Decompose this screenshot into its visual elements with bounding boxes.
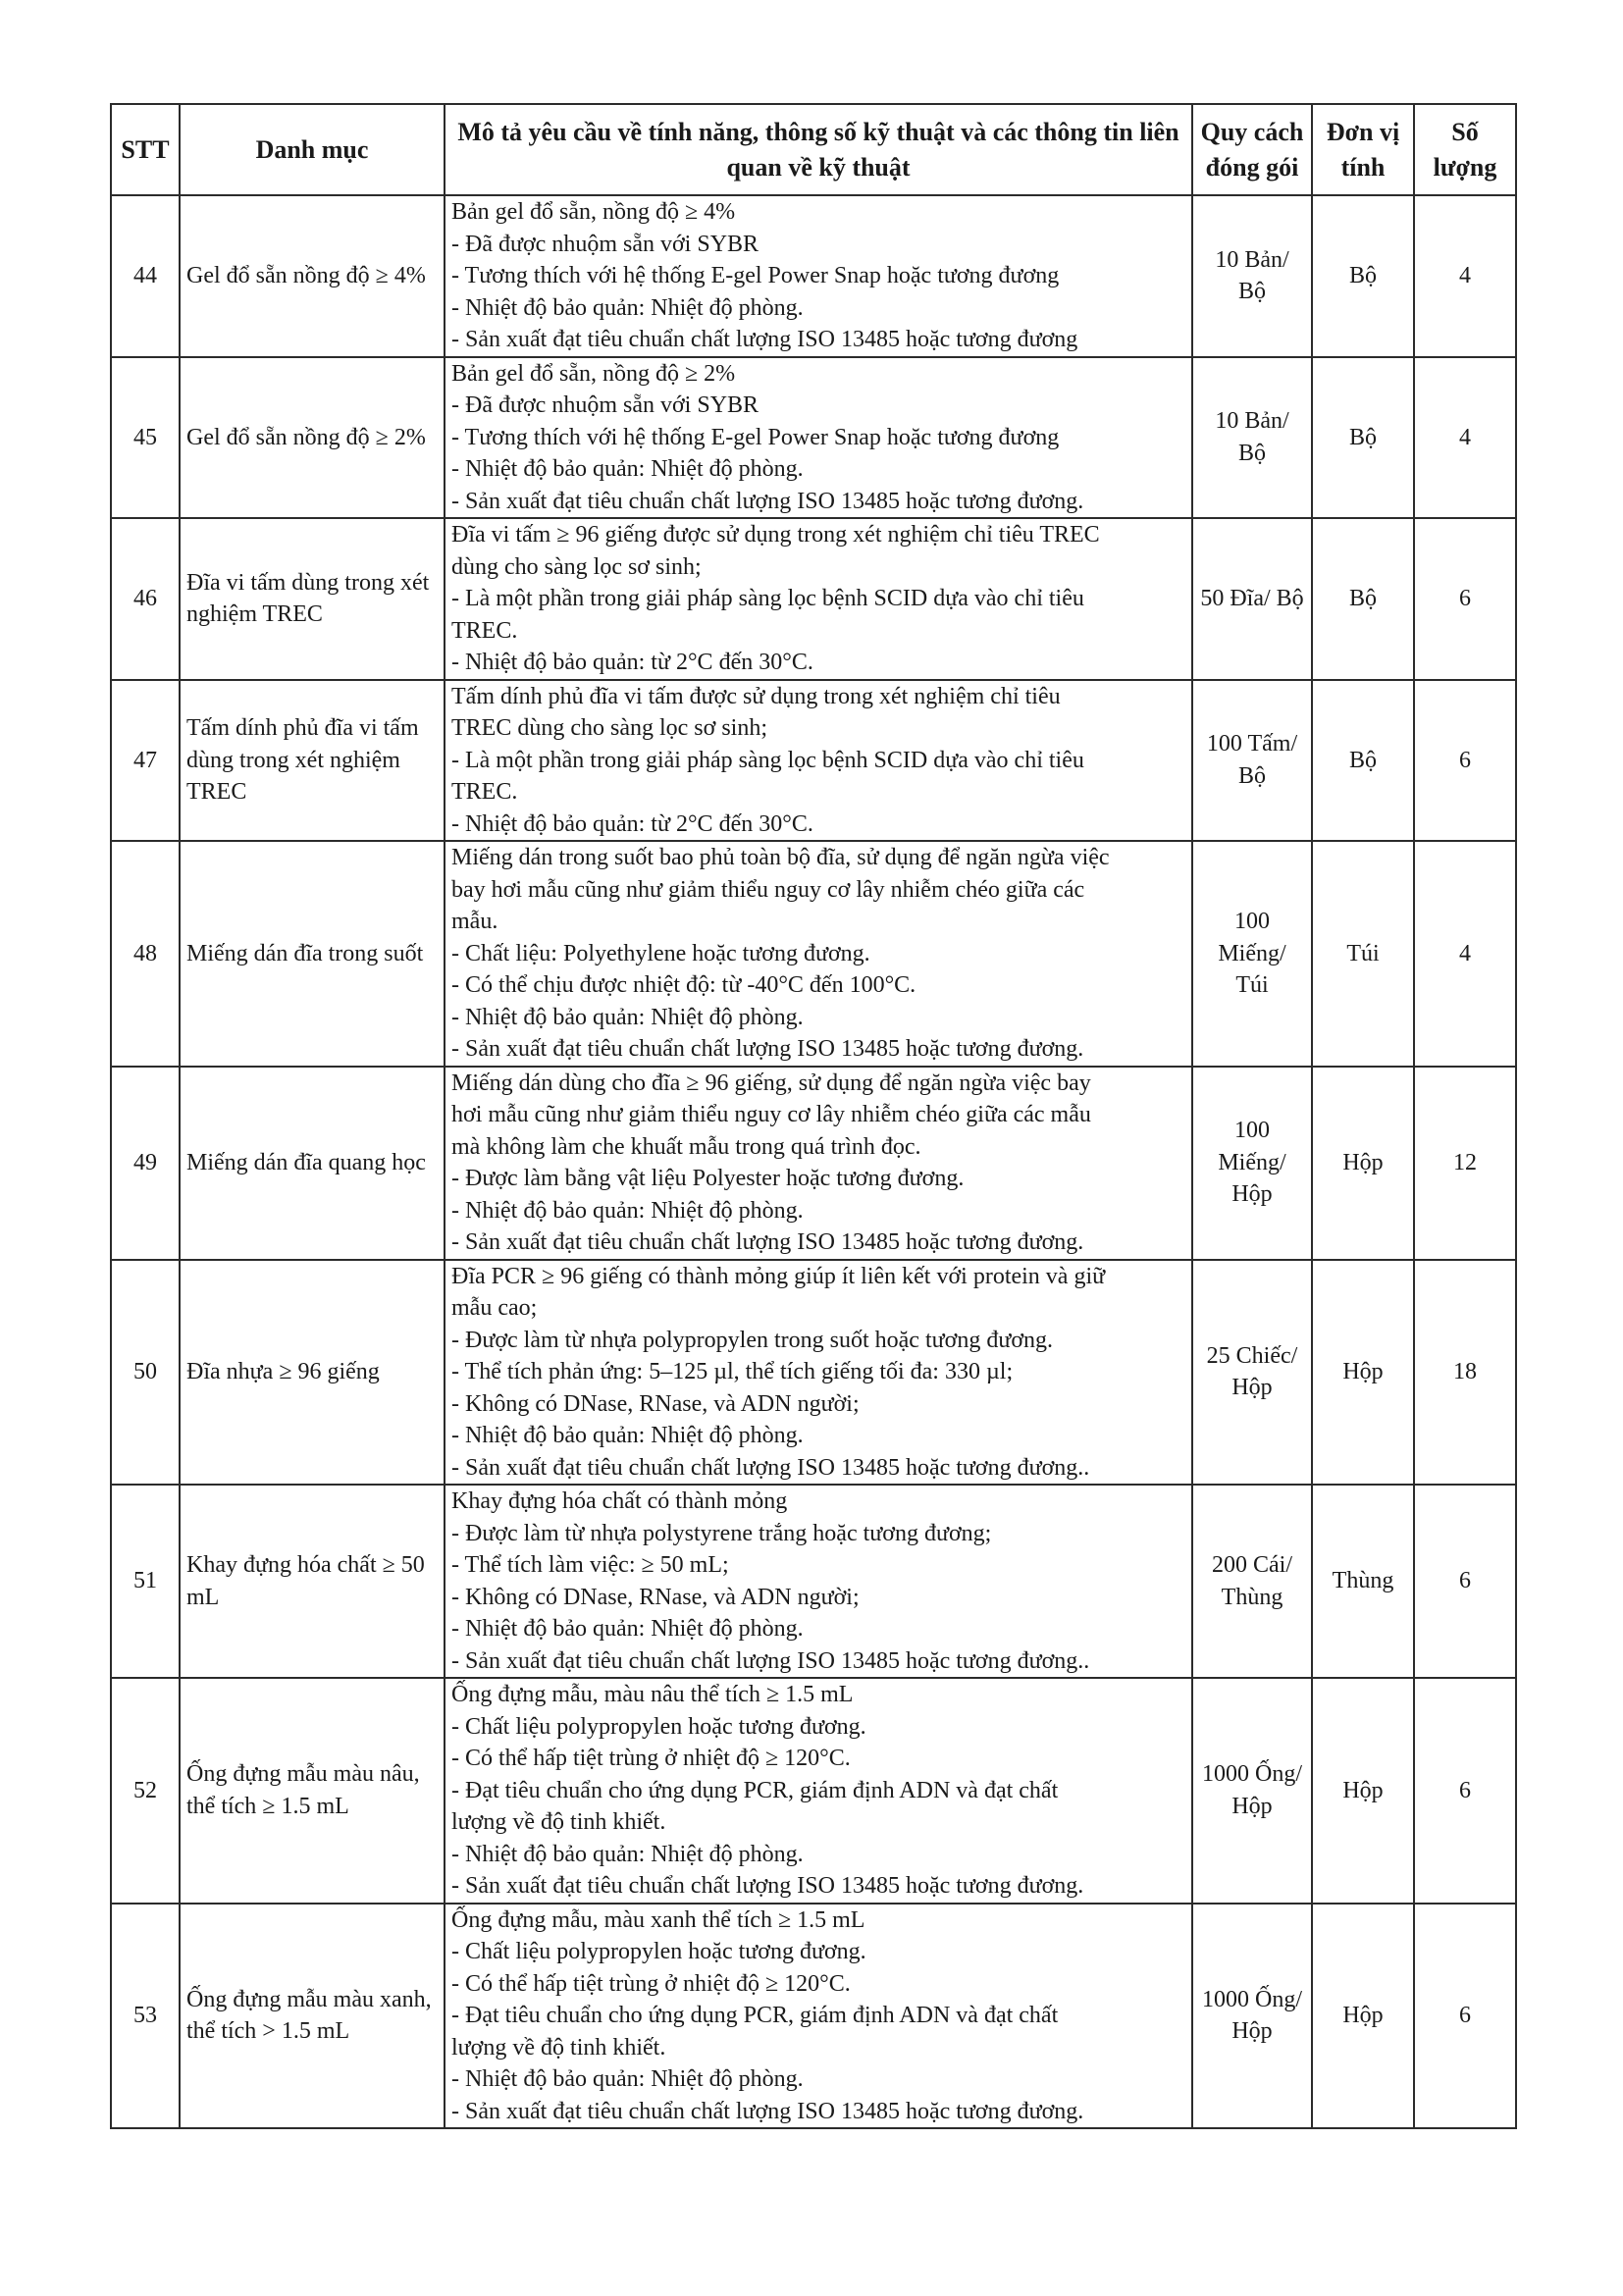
row-stt: 44 — [111, 195, 180, 357]
description-line: - Có thể hấp tiệt trùng ở nhiệt độ ≥ 120°C. — [451, 1746, 851, 1771]
description-line: - Nhiệt độ bảo quản: Nhiệt độ phòng. — [451, 1197, 804, 1224]
packaging-line: Hộp — [1231, 1793, 1273, 1819]
specification-table — [110, 103, 1517, 2129]
row-category: Gel đổ sẵn nồng độ ≥ 2% — [180, 357, 445, 519]
header-packaging: Quy cách đóng gói — [1192, 104, 1312, 195]
row-description — [445, 1485, 1192, 1678]
packaging-line: Hộp — [1231, 2018, 1273, 2045]
description-line: - Tương thích với hệ thống E-gel Power Snap hoặc tương đương — [451, 424, 1060, 450]
description-line: - Tương thích với hệ thống E-gel Power Snap hoặc tương đương — [451, 263, 1060, 288]
description-line: Miếng dán trong suốt bao phủ toàn bộ đĩa, sử dụng để ngăn ngừa việc — [451, 845, 1110, 870]
description-line: - Được làm từ nhựa polypropylen trong suốt hoặc tương đương. — [451, 1327, 1054, 1353]
row-quantity: 4 — [1414, 841, 1516, 1067]
description-line: hơi mẫu cũng như giảm thiểu nguy cơ lây nhiễm chéo giữa các mẫu — [451, 1102, 1091, 1127]
description-line: TREC. — [451, 779, 518, 805]
row-unit: Bộ — [1312, 680, 1414, 842]
description-line: - Thể tích làm việc: ≥ 50 mL; — [451, 1552, 729, 1578]
header-stt: STT — [111, 104, 180, 195]
row-packaging — [1192, 518, 1312, 680]
row-quantity: 4 — [1414, 195, 1516, 357]
description-line: - Là một phần trong giải pháp sàng lọc bệnh SCID dựa vào chỉ tiêu — [451, 586, 1084, 611]
row-unit: Hộp — [1312, 1678, 1414, 1904]
row-packaging — [1192, 680, 1312, 842]
table-row — [111, 1678, 1516, 1904]
table-row — [111, 680, 1516, 842]
description-line: - Có thể chịu được nhiệt độ: từ -40°C đến 100°C. — [451, 972, 916, 998]
description-line: - Chất liệu: Polyethylene hoặc tương đương. — [451, 940, 870, 966]
table-row — [111, 357, 1516, 519]
row-category: Tấm dính phủ đĩa vi tấm dùng trong xét nghiệm TREC — [180, 680, 445, 842]
row-stt: 49 — [111, 1067, 180, 1260]
packaging-line: 100 Miếng/ — [1218, 1118, 1286, 1175]
header-category: Danh mục — [180, 104, 445, 195]
description-line: - Được làm bằng vật liệu Polyester hoặc tương đương. — [451, 1166, 965, 1191]
row-unit: Hộp — [1312, 1904, 1414, 2129]
description-line: - Sản xuất đạt tiêu chuẩn chất lượng ISO 13485 hoặc tương đương. — [451, 1229, 1084, 1255]
packaging-line: Bộ — [1237, 762, 1266, 789]
table-row — [111, 518, 1516, 680]
row-quantity: 6 — [1414, 1904, 1516, 2129]
packaging-line: 100 Tấm/ — [1206, 731, 1298, 757]
row-unit: Bộ — [1312, 357, 1414, 519]
description-line: Bản gel đổ sẵn, nồng độ ≥ 4% — [451, 199, 736, 225]
description-line: lượng về độ tinh khiết. — [451, 1809, 666, 1835]
description-line: - Đạt tiêu chuẩn cho ứng dụng PCR, giám định ADN và đạt chất — [451, 2003, 1059, 2028]
description-line: Miếng dán dùng cho đĩa ≥ 96 giếng, sử dụng để ngăn ngừa việc bay — [451, 1070, 1091, 1096]
row-unit: Túi — [1312, 841, 1414, 1067]
row-stt: 51 — [111, 1485, 180, 1678]
description-line: bay hơi mẫu cũng như giảm thiểu nguy cơ lây nhiễm chéo giữa các — [451, 876, 1085, 903]
row-description — [445, 195, 1192, 357]
description-line: Ống đựng mẫu, màu nâu thể tích ≥ 1.5 mL — [451, 1682, 854, 1707]
row-stt: 50 — [111, 1260, 180, 1486]
row-packaging — [1192, 195, 1312, 357]
description-line: dùng cho sàng lọc sơ sinh; — [451, 553, 702, 580]
description-line: - Nhiệt độ bảo quản: từ 2°C đến 30°C. — [451, 650, 813, 675]
row-quantity: 4 — [1414, 357, 1516, 519]
row-stt: 45 — [111, 357, 180, 519]
row-packaging — [1192, 1904, 1312, 2129]
header-unit: Đơn vị tính — [1312, 104, 1414, 195]
table-row — [111, 841, 1516, 1067]
row-packaging — [1192, 1485, 1312, 1678]
row-packaging — [1192, 1067, 1312, 1260]
row-category: Ống đựng mẫu màu nâu, thể tích ≥ 1.5 mL — [180, 1678, 445, 1904]
row-category: Khay đựng hóa chất ≥ 50 mL — [180, 1485, 445, 1678]
packaging-line: Hộp — [1231, 1181, 1273, 1208]
row-stt: 52 — [111, 1678, 180, 1904]
packaging-line: 50 Đĩa/ Bộ — [1200, 586, 1304, 611]
row-category: Đĩa vi tấm dùng trong xét nghiệm TREC — [180, 518, 445, 680]
description-line: - Thể tích phản ứng: 5–125 µl, thể tích giếng tối đa: 330 µl; — [451, 1359, 1014, 1384]
description-line: - Nhiệt độ bảo quản: từ 2°C đến 30°C. — [451, 810, 813, 837]
description-line: Bản gel đổ sẵn, nồng độ ≥ 2% — [451, 360, 736, 387]
header-description: Mô tả yêu cầu về tính năng, thông số kỹ thuật và các thông tin liên quan về kỹ thuật — [445, 104, 1192, 195]
table-row — [111, 1067, 1516, 1260]
description-line: mẫu. — [451, 909, 498, 934]
description-line: Đĩa vi tấm ≥ 96 giếng được sử dụng trong xét nghiệm chỉ tiêu TREC — [451, 522, 1100, 548]
description-line: - Nhiệt độ bảo quản: Nhiệt độ phòng. — [451, 2066, 804, 2092]
packaging-line: 1000 Ống/ — [1202, 1986, 1302, 2012]
description-line: lượng về độ tinh khiết. — [451, 2034, 666, 2061]
description-line: - Nhiệt độ bảo quản: Nhiệt độ phòng. — [451, 456, 804, 482]
packaging-line: Thùng — [1221, 1584, 1283, 1610]
row-quantity: 6 — [1414, 518, 1516, 680]
description-line: - Nhiệt độ bảo quản: Nhiệt độ phòng. — [451, 294, 804, 321]
row-category: Ống đựng mẫu màu xanh, thể tích > 1.5 mL — [180, 1904, 445, 2129]
description-line: - Sản xuất đạt tiêu chuẩn chất lượng ISO 13485 hoặc tương đương. — [451, 1873, 1084, 1899]
row-packaging — [1192, 357, 1312, 519]
table-body — [111, 195, 1516, 2128]
description-line: - Được làm từ nhựa polystyrene trắng hoặc tương đương; — [451, 1520, 992, 1546]
row-description — [445, 1067, 1192, 1260]
row-quantity: 12 — [1414, 1067, 1516, 1260]
packaging-line: 200 Cái/ — [1212, 1552, 1292, 1578]
table-row — [111, 1904, 1516, 2129]
row-description — [445, 1904, 1192, 2129]
description-line: - Sản xuất đạt tiêu chuẩn chất lượng ISO 13485 hoặc tương đương. — [451, 2098, 1084, 2124]
header-quantity: Số lượng — [1414, 104, 1516, 195]
description-line: - Nhiệt độ bảo quản: Nhiệt độ phòng. — [451, 1841, 804, 1867]
description-line: - Đã được nhuộm sẵn với SYBR — [451, 392, 759, 418]
description-line: - Sản xuất đạt tiêu chuẩn chất lượng ISO 13485 hoặc tương đương. — [451, 488, 1084, 514]
description-line: - Có thể hấp tiệt trùng ở nhiệt độ ≥ 120°C. — [451, 1970, 851, 1997]
row-stt: 47 — [111, 680, 180, 842]
row-unit: Hộp — [1312, 1067, 1414, 1260]
row-category: Miếng dán đĩa trong suốt — [180, 841, 445, 1067]
description-line: mẫu cao; — [451, 1295, 538, 1321]
description-line: TREC dùng cho sàng lọc sơ sinh; — [451, 715, 768, 741]
row-description — [445, 1260, 1192, 1486]
row-quantity: 18 — [1414, 1260, 1516, 1486]
row-description — [445, 680, 1192, 842]
description-line: Khay đựng hóa chất có thành mỏng — [451, 1488, 788, 1514]
description-line: - Đạt tiêu chuẩn cho ứng dụng PCR, giám định ADN và đạt chất — [451, 1777, 1059, 1803]
row-description — [445, 1678, 1192, 1904]
description-line: mà không làm che khuất mẫu trong quá trình đọc. — [451, 1133, 921, 1160]
header-row — [111, 104, 1516, 195]
description-line: - Là một phần trong giải pháp sàng lọc bệnh SCID dựa vào chỉ tiêu — [451, 747, 1084, 773]
table-row — [111, 195, 1516, 357]
row-unit: Bộ — [1312, 518, 1414, 680]
packaging-line: 10 Bản/ Bộ — [1215, 408, 1289, 466]
packaging-line: 1000 Ống/ — [1202, 1761, 1302, 1788]
description-line: - Đã được nhuộm sẵn với SYBR — [451, 231, 759, 257]
row-stt: 53 — [111, 1904, 180, 2129]
row-unit: Hộp — [1312, 1260, 1414, 1486]
row-unit: Bộ — [1312, 195, 1414, 357]
row-description — [445, 357, 1192, 519]
row-quantity: 6 — [1414, 1678, 1516, 1904]
description-line: - Chất liệu polypropylen hoặc tương đương. — [451, 1939, 866, 1964]
packaging-line: 10 Bản/ Bộ — [1215, 246, 1289, 305]
description-line: - Không có DNase, RNase, và ADN người; — [451, 1390, 860, 1417]
row-category: Đĩa nhựa ≥ 96 giếng — [180, 1260, 445, 1486]
row-stt: 48 — [111, 841, 180, 1067]
row-unit: Thùng — [1312, 1485, 1414, 1678]
row-category: Miếng dán đĩa quang học — [180, 1067, 445, 1260]
row-quantity: 6 — [1414, 680, 1516, 842]
description-line: - Sản xuất đạt tiêu chuẩn chất lượng ISO 13485 hoặc tương đương. — [451, 1036, 1084, 1062]
row-packaging — [1192, 841, 1312, 1067]
row-description — [445, 518, 1192, 680]
row-quantity: 6 — [1414, 1485, 1516, 1678]
description-line: Tấm dính phủ đĩa vi tấm được sử dụng trong xét nghiệm chỉ tiêu — [451, 683, 1061, 709]
packaging-line: 25 Chiếc/ — [1206, 1342, 1298, 1369]
row-description — [445, 841, 1192, 1067]
description-line: TREC. — [451, 617, 518, 644]
description-line: - Nhiệt độ bảo quản: Nhiệt độ phòng. — [451, 1616, 804, 1642]
description-line: - Sản xuất đạt tiêu chuẩn chất lượng ISO 13485 hoặc tương đương — [451, 327, 1078, 352]
description-line: - Nhiệt độ bảo quản: Nhiệt độ phòng. — [451, 1423, 804, 1448]
description-line: - Không có DNase, RNase, và ADN người; — [451, 1584, 860, 1610]
packaging-line: 100 Miếng/ — [1218, 909, 1286, 966]
description-line: - Sản xuất đạt tiêu chuẩn chất lượng ISO 13485 hoặc tương đương.. — [451, 1647, 1090, 1674]
table-row — [111, 1485, 1516, 1678]
description-line: Đĩa PCR ≥ 96 giếng có thành mỏng giúp ít liên kết với protein và giữ — [451, 1263, 1106, 1289]
row-packaging — [1192, 1260, 1312, 1486]
row-stt: 46 — [111, 518, 180, 680]
row-category: Gel đổ sẵn nồng độ ≥ 4% — [180, 195, 445, 357]
table-row — [111, 1260, 1516, 1486]
description-line: Ống đựng mẫu, màu xanh thể tích ≥ 1.5 mL — [451, 1906, 865, 1933]
packaging-line: Hộp — [1231, 1375, 1273, 1401]
description-line: - Sản xuất đạt tiêu chuẩn chất lượng ISO 13485 hoặc tương đương.. — [451, 1454, 1090, 1481]
packaging-line: Túi — [1235, 972, 1269, 998]
row-packaging — [1192, 1678, 1312, 1904]
description-line: - Nhiệt độ bảo quản: Nhiệt độ phòng. — [451, 1004, 804, 1030]
description-line: - Chất liệu polypropylen hoặc tương đương. — [451, 1713, 866, 1740]
